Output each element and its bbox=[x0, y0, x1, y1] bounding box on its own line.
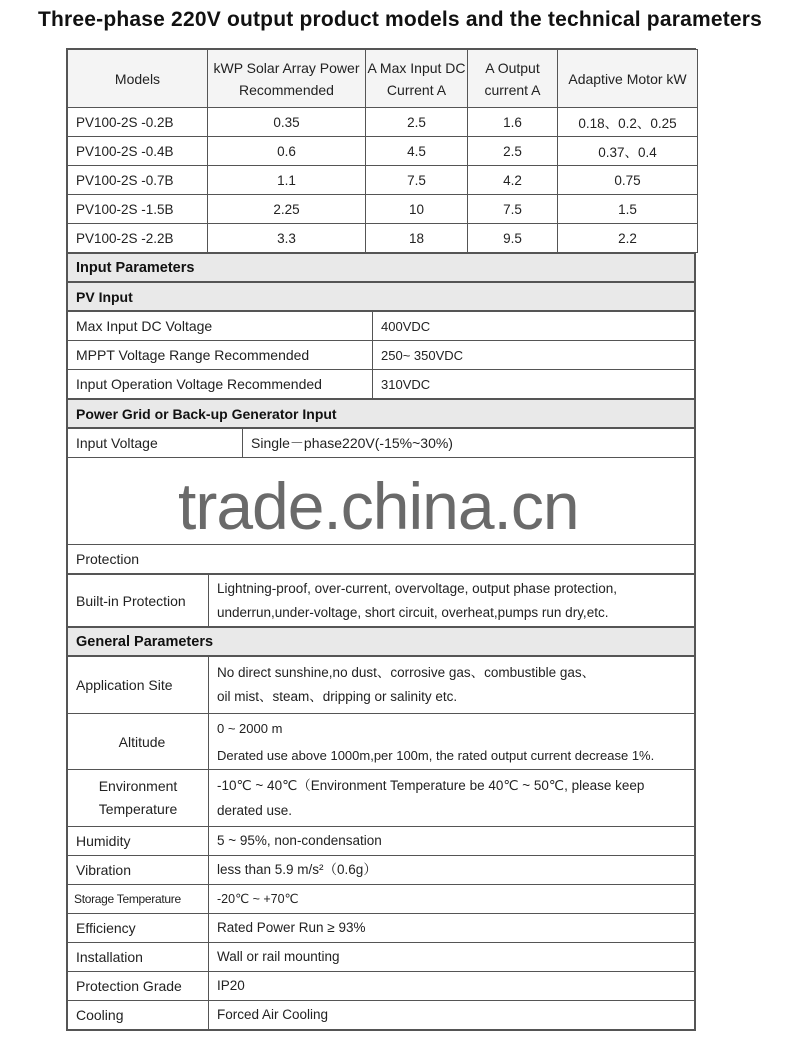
motor-cell: 1.5 bbox=[558, 195, 698, 224]
pv-input-heading: PV Input bbox=[67, 282, 695, 311]
param-value: Wall or rail mounting bbox=[209, 943, 695, 972]
output-cell: 2.5 bbox=[468, 137, 558, 166]
param-label: Max Input DC Voltage bbox=[68, 312, 373, 341]
header-label: A Output current A bbox=[484, 59, 541, 98]
table-row bbox=[68, 166, 698, 195]
input-parameters-heading: Input Parameters bbox=[67, 253, 695, 282]
table-row bbox=[68, 195, 698, 224]
table-row bbox=[68, 312, 695, 341]
solar-cell: 0.6 bbox=[208, 137, 366, 166]
param-value: 5 ~ 95%, non-condensation bbox=[209, 827, 695, 856]
model-cell: PV100-2S -0.7B bbox=[68, 166, 208, 195]
solar-cell: 2.25 bbox=[208, 195, 366, 224]
table-row bbox=[68, 885, 695, 914]
param-label: Altitude bbox=[68, 714, 209, 770]
param-value: 400VDC bbox=[373, 312, 695, 341]
motor-cell: 0.75 bbox=[558, 166, 698, 195]
param-label: Built-in Protection bbox=[68, 575, 209, 627]
max-input-cell: 10 bbox=[366, 195, 468, 224]
param-label: Input Voltage bbox=[68, 429, 243, 458]
output-cell: 1.6 bbox=[468, 108, 558, 137]
table-row bbox=[68, 575, 695, 627]
param-label: Input Operation Voltage Recommended bbox=[68, 370, 373, 399]
header-models: Models bbox=[68, 50, 208, 108]
param-value: 310VDC bbox=[373, 370, 695, 399]
model-cell: PV100-2S -2.2B bbox=[68, 224, 208, 253]
table-row bbox=[68, 545, 695, 574]
table-row bbox=[68, 914, 695, 943]
header-output-current bbox=[468, 50, 558, 108]
label-line: Temperature bbox=[98, 801, 178, 817]
table-row bbox=[68, 827, 695, 856]
output-cell: 7.5 bbox=[468, 195, 558, 224]
param-value: IP20 bbox=[209, 972, 695, 1001]
header-label: Adaptive Motor kW bbox=[568, 70, 687, 87]
param-label: Protection Grade bbox=[68, 972, 209, 1001]
param-value bbox=[209, 575, 695, 627]
motor-cell: 0.18、0.2、0.25 bbox=[558, 108, 698, 137]
output-cell: 4.2 bbox=[468, 166, 558, 195]
value-line: 0 ~ 2000 m bbox=[217, 720, 283, 736]
watermark-area bbox=[67, 458, 695, 544]
table-row bbox=[68, 657, 695, 714]
param-value: Rated Power Run ≥ 93% bbox=[209, 914, 695, 943]
param-label: MPPT Voltage Range Recommended bbox=[68, 341, 373, 370]
param-value: -20℃ ~ +70℃ bbox=[209, 885, 695, 914]
protection-table bbox=[67, 544, 695, 574]
motor-cell: 0.37、0.4 bbox=[558, 137, 698, 166]
general-parameters-table bbox=[67, 656, 695, 1030]
built-in-protection-table bbox=[67, 574, 695, 627]
max-input-cell: 7.5 bbox=[366, 166, 468, 195]
param-label: Cooling bbox=[68, 1001, 209, 1030]
header-label: A Max Input DC Current A bbox=[367, 59, 466, 98]
models-header-row bbox=[68, 50, 698, 108]
value-line: No direct sunshine,no dust、corrosive gas、combustible gas、 bbox=[217, 665, 596, 680]
table-row bbox=[68, 429, 695, 458]
value-line: Derated use above 1000m,per 100m, the rated output current decrease 1%. bbox=[217, 747, 655, 763]
table-row bbox=[68, 714, 695, 770]
param-value: less than 5.9 m/s²（0.6g） bbox=[209, 856, 695, 885]
header-max-input bbox=[366, 50, 468, 108]
table-row bbox=[68, 341, 695, 370]
value-line: -10℃ ~ 40℃（Environment Temperature be 40℃ ~ 50℃, please keep bbox=[217, 778, 645, 793]
grid-input-table bbox=[67, 428, 695, 458]
param-label: Efficiency bbox=[68, 914, 209, 943]
max-input-cell: 4.5 bbox=[366, 137, 468, 166]
param-label: Storage Temperature bbox=[68, 885, 209, 914]
param-value: Single－phase220V(-15%~30%) bbox=[243, 429, 695, 458]
max-input-cell: 18 bbox=[366, 224, 468, 253]
max-input-cell: 2.5 bbox=[366, 108, 468, 137]
table-row bbox=[68, 770, 695, 827]
pv-input-table bbox=[67, 311, 695, 399]
table-row bbox=[68, 943, 695, 972]
value-line: Lightning-proof, over-current, overvoltage, output phase protection, bbox=[217, 580, 617, 596]
table-row bbox=[68, 108, 698, 137]
page-title: Three-phase 220V output product models and the technical parameters bbox=[37, 8, 763, 31]
param-label: Vibration bbox=[68, 856, 209, 885]
motor-cell: 2.2 bbox=[558, 224, 698, 253]
grid-input-heading: Power Grid or Back-up Generator Input bbox=[67, 399, 695, 428]
solar-cell: 3.3 bbox=[208, 224, 366, 253]
output-cell: 9.5 bbox=[468, 224, 558, 253]
table-row bbox=[68, 856, 695, 885]
solar-cell: 1.1 bbox=[208, 166, 366, 195]
general-parameters-heading: General Parameters bbox=[67, 627, 695, 656]
param-value bbox=[209, 714, 695, 770]
param-value: Forced Air Cooling bbox=[209, 1001, 695, 1030]
table-row bbox=[68, 972, 695, 1001]
value-line: oil mist、steam、dripping or salinity etc. bbox=[217, 689, 458, 704]
table-row bbox=[68, 224, 698, 253]
header-adaptive-motor bbox=[558, 50, 698, 108]
table-row bbox=[68, 370, 695, 399]
models-table bbox=[67, 49, 698, 253]
solar-cell: 0.35 bbox=[208, 108, 366, 137]
label-line: Environment bbox=[98, 778, 178, 794]
table-row bbox=[68, 137, 698, 166]
header-label: kWP Solar Array Power Recommended bbox=[213, 59, 360, 98]
param-label: Application Site bbox=[68, 657, 209, 714]
watermark: trade.china.cn bbox=[178, 469, 579, 543]
spec-sheet bbox=[66, 48, 696, 1031]
model-cell: PV100-2S -0.2B bbox=[68, 108, 208, 137]
value-line: derated use. bbox=[217, 803, 293, 818]
param-label: Installation bbox=[68, 943, 209, 972]
table-row bbox=[68, 1001, 695, 1030]
param-value bbox=[209, 770, 695, 827]
protection-heading: Protection bbox=[68, 545, 695, 574]
param-label: Humidity bbox=[68, 827, 209, 856]
param-label bbox=[68, 770, 209, 827]
header-solar-array bbox=[208, 50, 366, 108]
value-line: underrun,under-voltage, short circuit, overheat,pumps run dry,etc. bbox=[217, 604, 609, 620]
model-cell: PV100-2S -1.5B bbox=[68, 195, 208, 224]
param-value: 250~ 350VDC bbox=[373, 341, 695, 370]
param-value bbox=[209, 657, 695, 714]
model-cell: PV100-2S -0.4B bbox=[68, 137, 208, 166]
